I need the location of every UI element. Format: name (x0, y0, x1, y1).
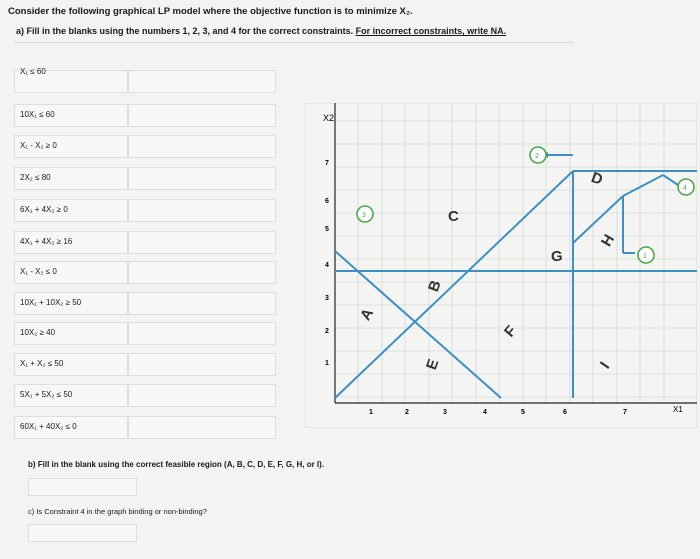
region-h: H (597, 231, 619, 250)
divider (14, 42, 574, 43)
tag-2: 2 (535, 153, 539, 160)
part-b-question: b) Fill in the blank using the correct feasible region (A, B, C, D, E, F, G, H, or I). (28, 460, 325, 469)
constraint-label: 10X₁ ≤ 60 (20, 110, 55, 119)
constraint-row (14, 292, 264, 314)
y-tick: 5 (325, 226, 329, 233)
constraint-label: X₁ - X₂ ≤ 0 (20, 267, 57, 276)
region-i: I (596, 358, 614, 373)
part-b-answer-box[interactable] (28, 478, 137, 496)
answer-blank-extension[interactable] (128, 104, 276, 127)
region-d: D (588, 169, 605, 189)
region-a: A (356, 305, 378, 324)
answer-blank-extension[interactable] (128, 70, 276, 93)
region-c: C (448, 208, 459, 225)
question-title: Consider the following graphical LP model where the objective function is to minimize X₂. (8, 6, 413, 17)
constraint-label: X₁ + X₂ ≤ 50 (20, 359, 64, 368)
x-tick: 3 (443, 409, 447, 416)
constraint-label: 2X₂ ≤ 80 (20, 173, 51, 182)
x-tick: 6 (563, 409, 567, 416)
part-a-text: a) Fill in the blanks using the numbers 1, 2, 3, and 4 for the correct constraints. (16, 26, 356, 36)
answer-blank-extension[interactable] (128, 199, 276, 222)
answer-blank-extension[interactable] (128, 167, 276, 190)
constraint-label: 5X₁ + 5X₂ ≤ 50 (20, 390, 73, 399)
lp-graph (305, 103, 697, 428)
constraint-label: 60X₁ + 40X₂ ≤ 0 (20, 422, 77, 431)
tag-3: 3 (362, 212, 366, 219)
y-tick: 7 (325, 160, 329, 167)
answer-blank-extension[interactable] (128, 384, 276, 407)
tag-4: 4 (683, 185, 687, 192)
y-tick: 3 (325, 295, 329, 302)
part-a-underlined-note: For incorrect constraints, write NA. (355, 26, 507, 36)
constraint-label: X₁ - X₂ ≥ 0 (20, 141, 57, 150)
constraint-row (14, 135, 264, 157)
x-tick: 1 (369, 409, 373, 416)
constraint-label: 4X₁ + 4X₂ ≥ 16 (20, 237, 73, 246)
constraint-row (14, 199, 264, 221)
answer-blank-extension[interactable] (128, 322, 276, 345)
answer-blank-extension[interactable] (128, 353, 276, 376)
answer-blank-extension[interactable] (128, 292, 276, 315)
y-tick: 2 (325, 328, 329, 335)
constraint-label: X₁ ≤ 60 (20, 67, 46, 76)
constraint-row (14, 416, 264, 438)
x-tick: 5 (521, 409, 525, 416)
x-tick: 2 (405, 409, 409, 416)
constraint-row (14, 353, 264, 375)
constraint-label: 10X₂ ≥ 40 (20, 328, 56, 337)
answer-blank-extension[interactable] (128, 231, 276, 254)
constraint-row (14, 104, 264, 126)
region-f: F (501, 322, 520, 341)
y-tick: 6 (325, 198, 329, 205)
constraint-label: 10X₁ + 10X₂ ≥ 50 (20, 298, 82, 307)
y-axis-label: X2 (323, 113, 335, 123)
x-axis-label: X1 (673, 405, 683, 414)
answer-blank-extension[interactable] (128, 416, 276, 439)
constraint-row (14, 261, 264, 283)
region-g: G (551, 248, 563, 265)
y-tick: 4 (325, 262, 329, 269)
region-e: E (423, 356, 443, 373)
constraint-row (14, 231, 264, 253)
tag-1: 1 (643, 253, 647, 260)
part-c-question: c) Is Constraint 4 in the graph binding or non-binding? (28, 507, 207, 516)
answer-blank-extension[interactable] (128, 135, 276, 158)
part-a-instructions (16, 26, 506, 36)
constraint-label: 6X₁ + 4X₂ ≥ 0 (20, 205, 68, 214)
constraint-row (14, 322, 264, 344)
part-c-answer-box[interactable] (28, 524, 137, 542)
answer-blank-extension[interactable] (128, 261, 276, 284)
x-tick: 4 (483, 409, 487, 416)
constraint-row (14, 67, 264, 92)
x-tick: 7 (623, 409, 627, 416)
constraint-row (14, 384, 264, 406)
region-b: B (425, 278, 445, 295)
y-tick: 1 (325, 360, 329, 367)
graph-frame (305, 103, 697, 428)
constraint-row (14, 167, 264, 189)
